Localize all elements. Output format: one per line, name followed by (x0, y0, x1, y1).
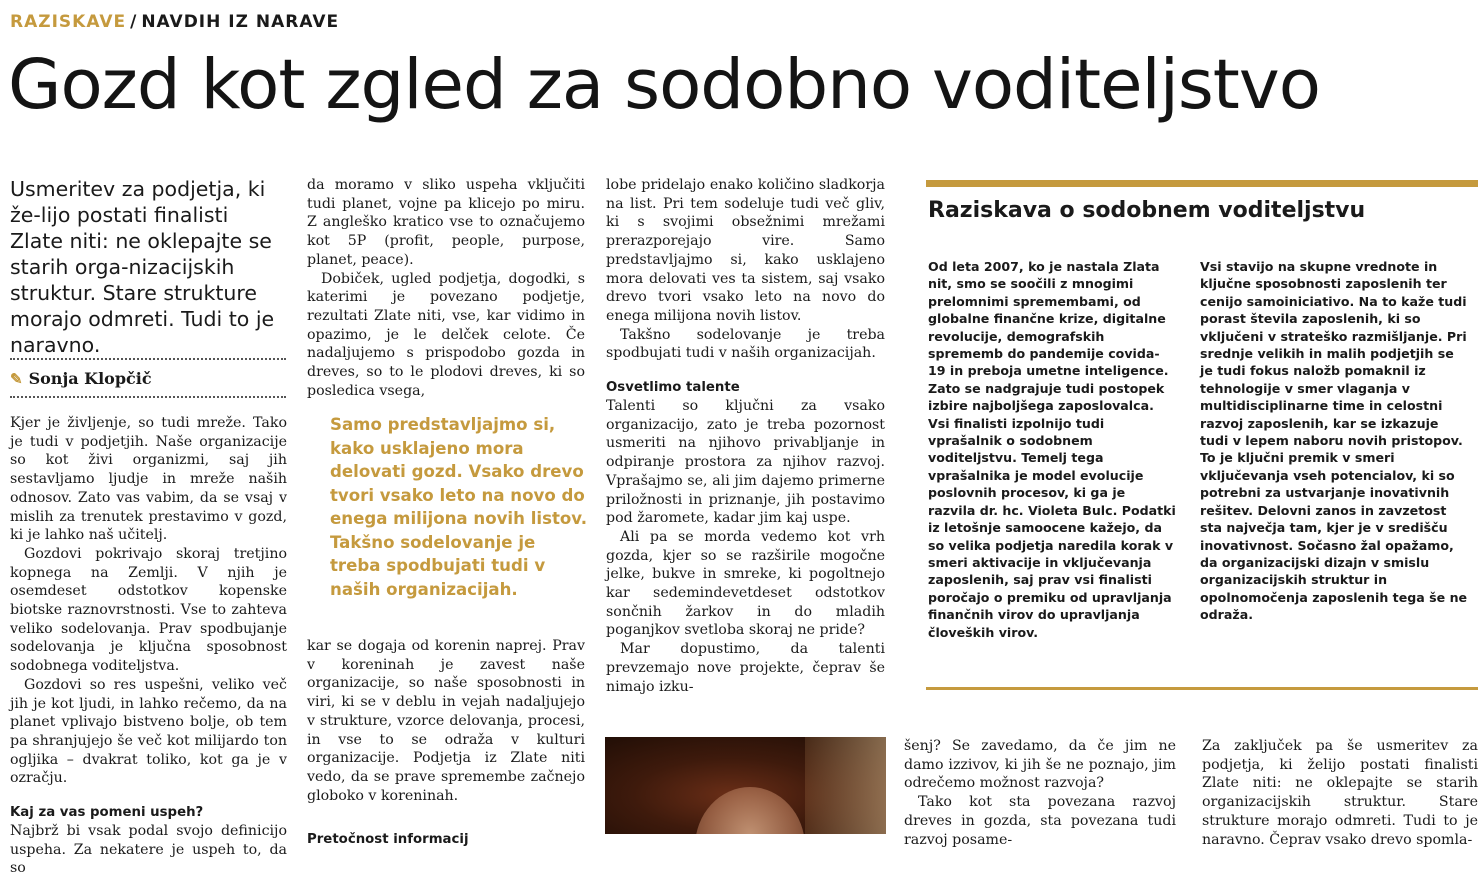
paragraph: lobe pridelajo enako količino sladkorja na list. Pri tem sodeluje tudi več gliv, ki s svojimi obsežnimi mrežami prerazporejajo vire. Samo predstavljajmo si, kako usklajeno mora delovati ves ta sistem, saj vsako drevo tvori vsako leto na novo do enega milijona novih listov. (606, 177, 885, 324)
paragraph: Gozdovi so res uspešni, veliko več jih je kot ljudi, in lahko rečemo, da na planet vplivajo bistveno bolje, ob tem pa shranjujejo še več kot milijardo ton ogljika – dvakrat toliko, kot ga je v ozračju. (10, 676, 287, 787)
box-top-rule (926, 180, 1478, 187)
paragraph: šenj? Se zavedamo, da če jim ne damo izzivov, ki jih še ne poznajo, jim odrečemo možnost razvoja? (904, 738, 1176, 792)
subheading: Osvetlimo talente (606, 380, 740, 396)
pencil-icon: ✎ (10, 369, 23, 388)
subheading: Kaj za vas pomeni uspeh? (10, 805, 204, 821)
box-title: Raziskava o sodobnem voditeljstvu (928, 198, 1366, 223)
article-column-2-top (307, 176, 585, 400)
kicker-topic[interactable]: NAVDIH IZ NARAVE (141, 12, 340, 32)
paragraph: Mar dopustimo, da talenti prevzemajo nove projekte, čeprav še nimajo izku- (606, 641, 885, 695)
paragraph: Najbrž bi vsak podal svojo definicijo uspeha. Za nekatere je uspeh to, da so (10, 823, 287, 877)
pull-quote: Samo predstavljajmo si, kako usklajeno mora delovati gozd. Vsako drevo tvori vsako leto na novo do enega milijona novih listov. Takšno sodelovanje je treba spodbujati tudi v naših organizacijah. (330, 415, 588, 599)
box-column-left: Od leta 2007, ko je nastala Zlata nit, smo se soočili z mnogimi prelomnimi spremembami, od globalne finančne krize, digitalne revolucije, demografskih sprememb do pandemije covida-19 in preboja umetne inteligence. Zato se nadgrajuje tudi postopek izbire najboljšega zaposlovalca. Vsi finalisti izpolnijo tudi vprašalnik o sodobnem voditeljstvu. Temelj tega vprašalnika je model evolucije poslovnih procesov, ki ga je razvila dr. hc. Violeta Bulc. Podatki iz letošnje samoocene kažejo, da so velika podjetja naredila korak v smeri aktivacije in vključevanja zaposlenih, saj prav vsi finalisti poročajo o premiku od upravljanja finančnih virov do upravljanja človeških virov. (928, 259, 1176, 640)
paragraph: Takšno sodelovanje je treba spodbujati tudi v naših organizacijah. (606, 326, 885, 362)
paragraph: Tako kot sta povezana razvoj dreves in gozda, sta povezana tudi razvoj posame- (904, 794, 1176, 848)
author-byline (10, 369, 152, 388)
paragraph: Za zaključek pa še usmeritev za podjetja, ki želijo postati finalisti Zlate niti: ne oklepajte se starih organizacijskih struktur. Stare strukture morajo odmreti. Tudi to je naravno. Čeprav vsako drevo spomla- (1202, 738, 1478, 848)
article-column-2-bottom (307, 637, 585, 849)
article-column-1 (10, 414, 287, 878)
subheading: Pretočnost informacij (307, 832, 469, 848)
box-column-right: Vsi stavijo na skupne vrednote in ključne sposobnosti zaposlenih ter cenijo samoiniciativo. Na to kaže tudi porast števila zaposlenih, ki so vključeni v strateško razmišljanje. Pri srednje velikih in malih podjetjih se je tudi fokus naložb pomaknil iz tehnologije v smer vlaganja v multidisciplinarne time in celostni razvoj zaposlenih, kar se izkazuje tudi v lepem naboru novih pristopov. To je ključni premik v smeri vključevanja vseh potencialov, ki so potrebni za ustvarjanje inovativnih rešitev. Delovni zanos in zavzetost sta največja tam, kjer je v središču inovativnost. Sočasno žal opažamo, da organizacijski dizajn v smislu organizacijskih struktur in opolnomočenja zaposlenih tega še ne odraža. (1200, 259, 1468, 623)
paragraph: kar se dogaja od korenin naprej. Prav v koreninah je zavest naše organizacije, so naše sposobnosti in viri, ki se v deblu in vejah nadaljujejo v strukture, vzorce delovanja, procesi, in vse to se odraža v kulturi organizacije. Podjetja iz Zlate niti vedo, da se prave spremembe začnejo globoko v koreninah. (307, 638, 585, 804)
kicker (10, 12, 339, 32)
author-name: Sonja Klopčič (28, 369, 152, 388)
divider-bottom (10, 396, 286, 398)
paragraph: da moramo v sliko uspeha vključiti tudi planet, vojne pa klicejo po miru. Z angleško kratico vse to označujemo kot 5P (profit, people, purpose, planet, peace). (307, 177, 585, 268)
divider-top (10, 358, 286, 360)
paragraph: Ali pa se morda vedemo kot vrh gozda, kjer so se razširile mogočne jelke, bukve in smreke, ki pogoltnejo kar sedemindevetdeset odstotkov sončnih žarkov in do mladih poganjkov svetloba skoraj ne pride? (606, 528, 885, 639)
article-column-3 (606, 176, 885, 696)
article-column-4 (904, 737, 1176, 849)
kicker-section[interactable]: RAZISKAVE (10, 12, 127, 32)
paragraph: Dobiček, ugled podjetja, dogodki, s katerimi je povezano podjetje, rezultati Zlate niti, vse, kar vidimo in opazimo, je le delček celote. Če nadaljujemo s prispodobo gozda in dreves, so to le plodovi dreves, ki so posledica vsega, (307, 270, 585, 399)
paragraph: Talenti so ključni za vsako organizacijo, zato je treba pozornost usmeriti na njihovo privabljanje in odpiranje prostora za njihov razvoj. Vprašajmo se, ali jim dajemo primerne priložnosti in priznanje, jih postavimo pod žaromete, kadar jim kaj uspe. (606, 398, 885, 527)
headline: Gozd kot zgled za sodobno voditeljstvo (8, 45, 1320, 125)
kicker-separator: / (130, 12, 138, 32)
lead-paragraph: Usmeritev za podjetja, ki že-lijo postati finalisti Zlate niti: ne oklepajte se starih orga-nizacijskih struktur. Stare strukture morajo odmreti. Tudi to je naravno. (10, 177, 275, 357)
paragraph: Gozdovi pokrivajo skoraj tretjino kopnega na Zemlji. V njih je osemdeset odstotkov kopenske biotske raznovrstnosti. Vse to zahteva veliko sodelovanja. Prav spodbujanje sodelovanja je ključna sposobnost sodobnega voditeljstva. (10, 545, 287, 675)
article-column-5 (1202, 737, 1478, 849)
author-photo (605, 737, 886, 834)
paragraph: Kjer je življenje, so tudi mreže. Tako je tudi v podjetjih. Naše organizacije so kot živi organizmi, saj jih sestavljamo ljudje in mreže naših odnosov. Zato vas vabim, da se vsaj v mislih za trenutek prestavimo v gozd, ki je lahko naš učitelj. (10, 415, 287, 544)
box-bottom-rule (926, 687, 1478, 690)
